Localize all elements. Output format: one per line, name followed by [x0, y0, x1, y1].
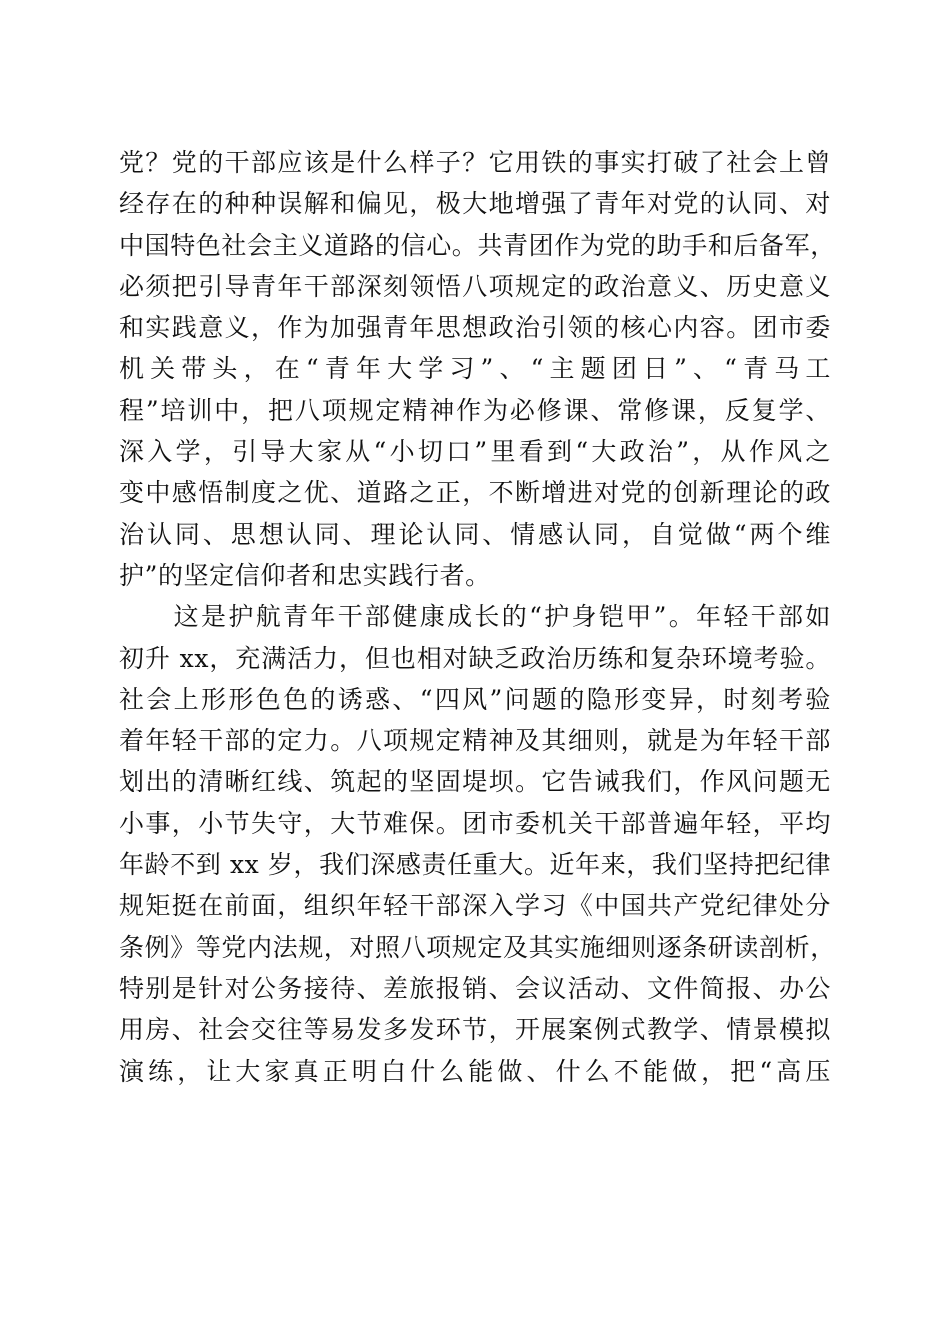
text-line: 程”培训中，把八项规定精神作为必修课、常修课，反复学、 [119, 395, 831, 425]
text-line: 机关带头，在“青年大学习”、“主题团日”、“青马工 [119, 354, 831, 384]
text-line: 治认同、思想认同、理论认同、情感认同，自觉做“两个维 [119, 519, 831, 549]
text-line: 变中感悟制度之优、道路之正，不断增进对党的创新理论的政 [119, 478, 831, 508]
text-line: 中国特色社会主义道路的信心。共青团作为党的助手和后备军， [119, 230, 836, 260]
text-line: 规矩挺在前面，组织年轻干部深入学习《中国共产党纪律处分 [119, 891, 831, 921]
text-line: 和实践意义，作为加强青年思想政治引领的核心内容。团市委 [119, 313, 831, 343]
text-line: 用房、社会交往等易发多发环节，开展案例式教学、情景模拟 [119, 1015, 831, 1045]
text-line: 深入学，引导大家从“小切口”里看到“大政治”，从作风之 [119, 437, 831, 467]
paragraph-end-line: 护”的坚定信仰者和忠实践行者。 [119, 560, 491, 590]
text-line: 着年轻干部的定力。八项规定精神及其细则，就是为年轻干部 [119, 726, 831, 756]
text-line: 划出的清晰红线、筑起的坚固堤坝。它告诫我们，作风问题无 [119, 767, 831, 797]
text-line: 特别是针对公务接待、差旅报销、会议活动、文件简报、办公 [119, 973, 831, 1003]
paragraph-start-line: 这是护航青年干部健康成长的“护身铠甲”。年轻干部如 [119, 602, 831, 632]
text-line: 年龄不到 xx 岁，我们深感责任重大。近年来，我们坚持把纪律 [119, 850, 832, 880]
text-line: 小事，小节失守，大节难保。团市委机关干部普遍年轻，平均 [119, 808, 831, 838]
text-line: 党？党的干部应该是什么样子？它用铁的事实打破了社会上曾 [119, 148, 831, 177]
text-line: 条例》等党内法规，对照八项规定及其实施细则逐条研读剖析， [119, 932, 836, 962]
text-line: 演练，让大家真正明白什么能做、什么不能做，把“高压 [119, 1056, 831, 1086]
text-line: 社会上形形色色的诱惑、“四风”问题的隐形变异，时刻考验 [119, 684, 831, 714]
text-line: 经存在的种种误解和偏见，极大地增强了青年对党的认同、对 [119, 189, 831, 219]
body-text [119, 142, 836, 1092]
text-line: 初升 xx，充满活力，但也相对缺乏政治历练和复杂环境考验。 [119, 643, 831, 673]
text-line: 必须把引导青年干部深刻领悟八项规定的政治意义、历史意义 [119, 271, 831, 301]
